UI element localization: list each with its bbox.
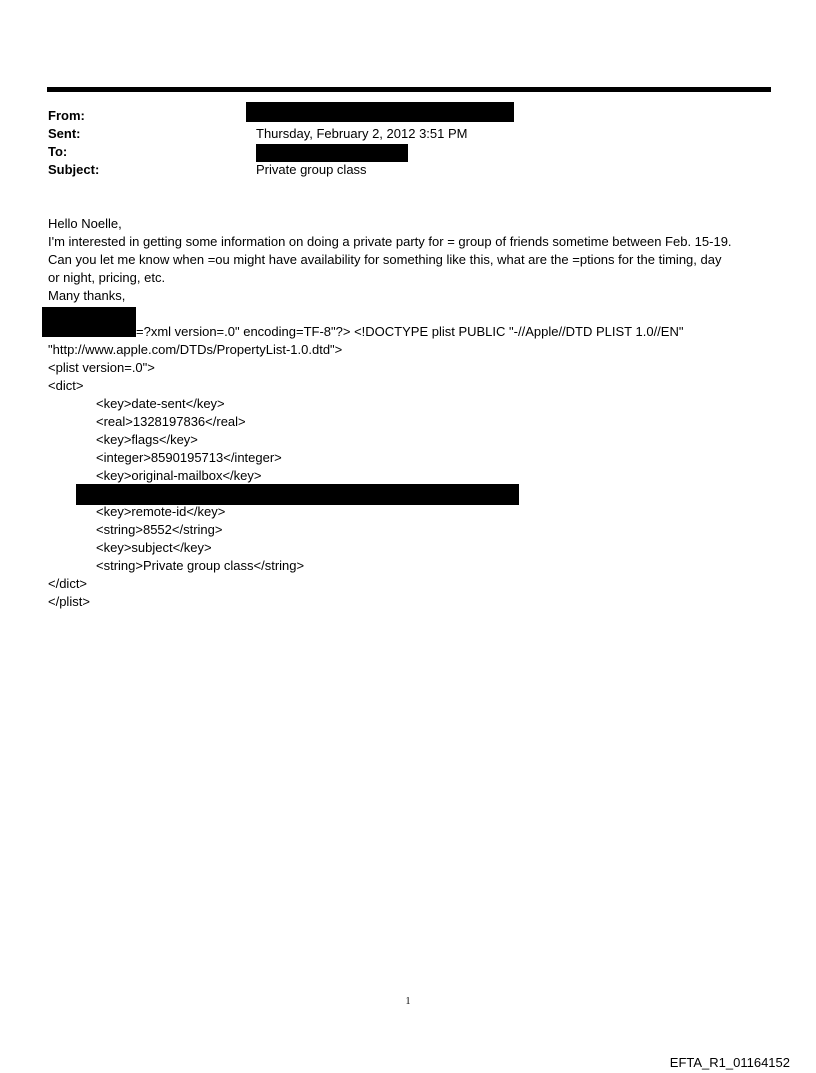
plist-entry: <integer>8590195713</integer>: [96, 450, 282, 465]
sent-value: Thursday, February 2, 2012 3:51 PM: [256, 126, 468, 141]
body-line-2: Can you let me know when =ou might have availability for something like this, what are the =ptions for the timing, day: [48, 252, 722, 267]
header-rule: [47, 87, 771, 92]
plist-entry: <key>subject</key>: [96, 540, 212, 555]
body-line-3: or night, pricing, etc.: [48, 270, 166, 285]
signature-redaction: [42, 307, 136, 337]
sent-label: Sent:: [48, 126, 81, 141]
plist-close-tag: </plist>: [48, 594, 90, 609]
plist-entry: <real>1328197836</real>: [96, 414, 246, 429]
to-redaction: [256, 144, 408, 162]
plist-entry: <key>original-mailbox</key>: [96, 468, 262, 483]
from-label: From:: [48, 108, 85, 123]
plist-entry: <string>8552</string>: [96, 522, 223, 537]
from-redaction: [246, 102, 514, 122]
plist-entry: <key>date-sent</key>: [96, 396, 225, 411]
xml-declaration: =?xml version=.0" encoding=TF-8"?> <!DOCTYPE plist PUBLIC "-//Apple//DTD PLIST 1.0//EN": [136, 324, 684, 339]
plist-open-tag: <plist version=.0">: [48, 360, 155, 375]
dict-close-tag: </dict>: [48, 576, 88, 591]
mailbox-redaction: [76, 484, 519, 505]
subject-value: Private group class: [256, 162, 367, 177]
greeting: Hello Noelle,: [48, 216, 122, 231]
plist-entry: <string>Private group class</string>: [96, 558, 305, 573]
plist-entry: <key>remote-id</key>: [96, 504, 226, 519]
closing: Many thanks,: [48, 288, 126, 303]
page-number: 1: [405, 996, 411, 1007]
bates-number: EFTA_R1_01164152: [669, 1055, 790, 1070]
to-label: To:: [48, 144, 68, 159]
plist-entry: <key>flags</key>: [96, 432, 198, 447]
dtd-url: "http://www.apple.com/DTDs/PropertyList-1.0.dtd">: [48, 342, 343, 357]
dict-open-tag: <dict>: [48, 378, 84, 393]
subject-label: Subject:: [48, 162, 100, 177]
body-line-1: I'm interested in getting some information on doing a private party for = group of friends sometime between Feb. 15-19.: [48, 234, 732, 249]
